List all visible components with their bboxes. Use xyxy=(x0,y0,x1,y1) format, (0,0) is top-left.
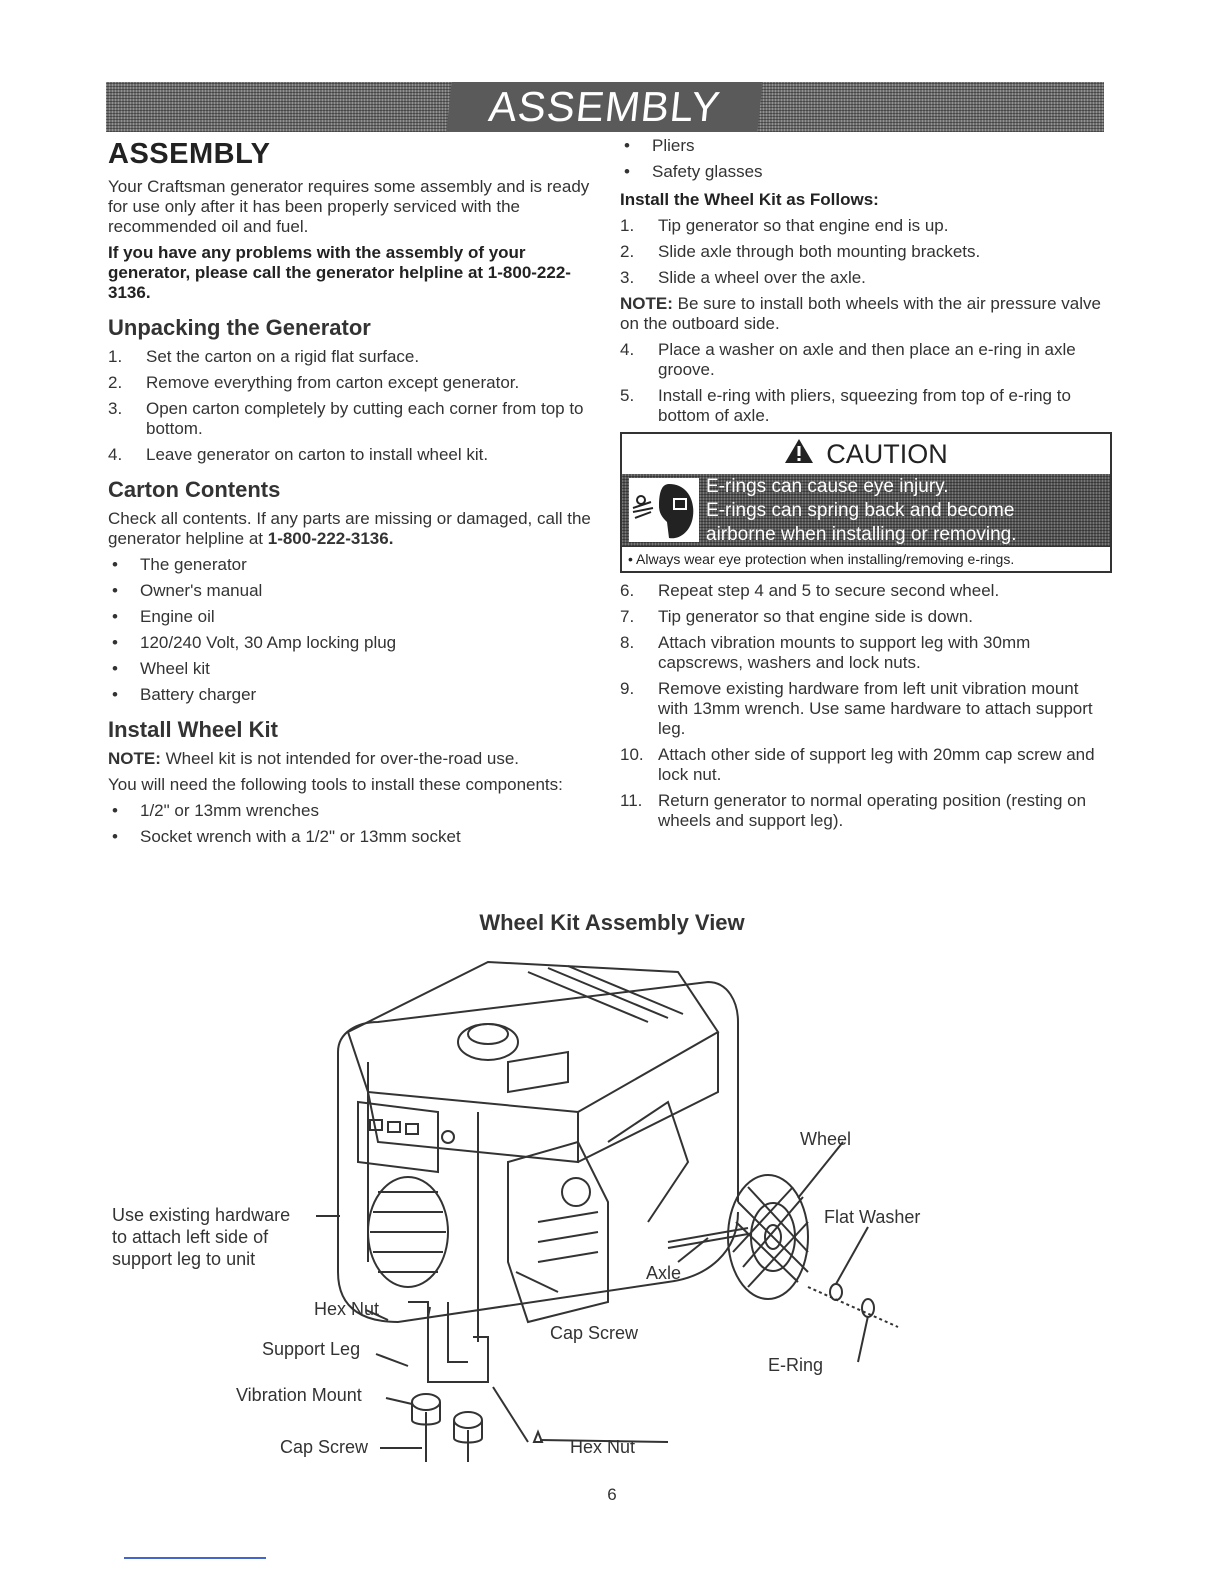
list-item: • Battery charger xyxy=(112,685,257,704)
list-item: 3. Slide a wheel over the axle. xyxy=(620,268,866,287)
callout-hex-nut-bottom: Hex Nut xyxy=(570,1437,636,1457)
page-number: 6 xyxy=(607,1485,617,1504)
install-steps-c xyxy=(620,581,1110,831)
unpacking-steps xyxy=(108,347,598,465)
tools-list xyxy=(108,801,598,847)
list-item: 6. Repeat step 4 and 5 to secure second wheel. xyxy=(620,581,1000,600)
list-item: • Wheel kit xyxy=(112,659,210,678)
list-item: 2. Slide axle through both mounting brackets. xyxy=(620,242,981,261)
footer-rule xyxy=(124,1557,266,1559)
section-banner xyxy=(106,82,1104,132)
caution-line: E-rings can spring back and become xyxy=(706,500,1015,521)
list-item: 1. Tip generator so that engine end is up. xyxy=(620,216,949,235)
list-item: 9. Remove existing hardware from left unit vibration mount with 13mm wrench. Use same hardware to attach support leg. xyxy=(620,679,1093,738)
list-item: • Pliers xyxy=(624,136,695,155)
eye-injury-icon xyxy=(622,474,706,546)
banner-title: ASSEMBLY xyxy=(447,82,764,132)
callout-existing-hardware: Use existing hardware to attach left side of support leg to unit xyxy=(112,1205,291,1269)
right-column xyxy=(620,134,1110,837)
list-item: 11. Return generator to normal operating position (resting on wheels and support leg). xyxy=(620,791,1087,830)
list-item: 5. Install e-ring with pliers, squeezing from top of e-ring to bottom of axle. xyxy=(620,386,1071,425)
assembly-heading: ASSEMBLY xyxy=(108,138,271,170)
caution-box xyxy=(620,432,1112,573)
callout-flat-washer: Flat Washer xyxy=(824,1207,921,1227)
carton-contents-heading: Carton Contents xyxy=(108,477,281,502)
list-item: 2. Remove everything from carton except generator. xyxy=(108,373,520,392)
install-steps-heading: Install the Wheel Kit as Follows: xyxy=(620,190,879,209)
callout-cap-screw-mid: Cap Screw xyxy=(550,1323,639,1343)
valve-note: NOTE: Be sure to install both wheels with the air pressure valve on the outboard side. xyxy=(620,294,1101,333)
callout-e-ring: E-Ring xyxy=(768,1355,824,1375)
caution-footer: • Always wear eye protection when installing/removing e-rings. xyxy=(622,546,1110,571)
contents-intro: Check all contents. If any parts are missing or damaged, call the generator helpline at 1-800-222-3136. xyxy=(108,509,591,548)
wheel-kit-note: NOTE: Wheel kit is not intended for over-the-road use. xyxy=(108,749,520,768)
list-item: • Owner's manual xyxy=(112,581,263,600)
caution-lines xyxy=(706,474,1017,546)
list-item: • Safety glasses xyxy=(624,162,763,181)
contents-list xyxy=(108,555,598,705)
callout-hex-nut-top: Hex Nut xyxy=(314,1299,380,1319)
callout-axle: Axle xyxy=(646,1263,682,1283)
left-column xyxy=(108,134,598,853)
list-item: 7. Tip generator so that engine side is down. xyxy=(620,607,974,626)
caution-title: CAUTION xyxy=(826,438,948,469)
list-item: • The generator xyxy=(112,555,247,574)
list-item: 10. Attach other side of support leg with 20mm cap screw and lock nut. xyxy=(620,745,1095,784)
caution-warning-panel xyxy=(622,474,1110,546)
figure-title: Wheel Kit Assembly View xyxy=(479,910,745,935)
list-item: 4. Place a washer on axle and then place an e-ring in axle groove. xyxy=(620,340,1076,379)
intro-paragraph: Your Craftsman generator requires some assembly and is ready for use only after it has been properly serviced with the recommended oil and fuel. xyxy=(108,177,590,236)
wheel-kit-assembly-diagram xyxy=(108,942,1108,1482)
list-item: 1. Set the carton on a rigid flat surface. xyxy=(108,347,420,366)
list-item: • Engine oil xyxy=(112,607,215,626)
list-item: • 120/240 Volt, 30 Amp locking plug xyxy=(112,633,397,652)
install-wheel-kit-heading: Install Wheel Kit xyxy=(108,717,278,742)
callout-vibration-mount: Vibration Mount xyxy=(236,1385,362,1405)
list-item: 8. Attach vibration mounts to support leg with 30mm capscrews, washers and lock nuts. xyxy=(620,633,1031,672)
list-item: 4. Leave generator on carton to install wheel kit. xyxy=(108,445,489,464)
helpline-paragraph: If you have any problems with the assembly of your generator, please call the generator helpline at 1-800-222-3136. xyxy=(108,243,571,302)
list-item: • 1/2" or 13mm wrenches xyxy=(112,801,319,820)
install-steps-a xyxy=(620,216,1110,288)
tools-list-continued xyxy=(620,136,1110,182)
list-item: 3. Open carton completely by cutting each corner from top to bottom. xyxy=(108,399,584,438)
caution-header xyxy=(622,434,1110,474)
callout-support-leg: Support Leg xyxy=(262,1339,361,1359)
callout-cap-screw-left: Cap Screw xyxy=(280,1437,369,1457)
warning-triangle-icon xyxy=(784,438,814,471)
tools-intro: You will need the following tools to install these components: xyxy=(108,775,563,794)
unpacking-heading: Unpacking the Generator xyxy=(108,315,371,340)
caution-line: airborne when installing or removing. xyxy=(706,524,1017,545)
install-steps-b xyxy=(620,340,1110,426)
callout-wheel: Wheel xyxy=(800,1129,852,1149)
list-item: • Socket wrench with a 1/2" or 13mm socket xyxy=(112,827,461,846)
caution-line: E-rings can cause eye injury. xyxy=(706,476,949,497)
